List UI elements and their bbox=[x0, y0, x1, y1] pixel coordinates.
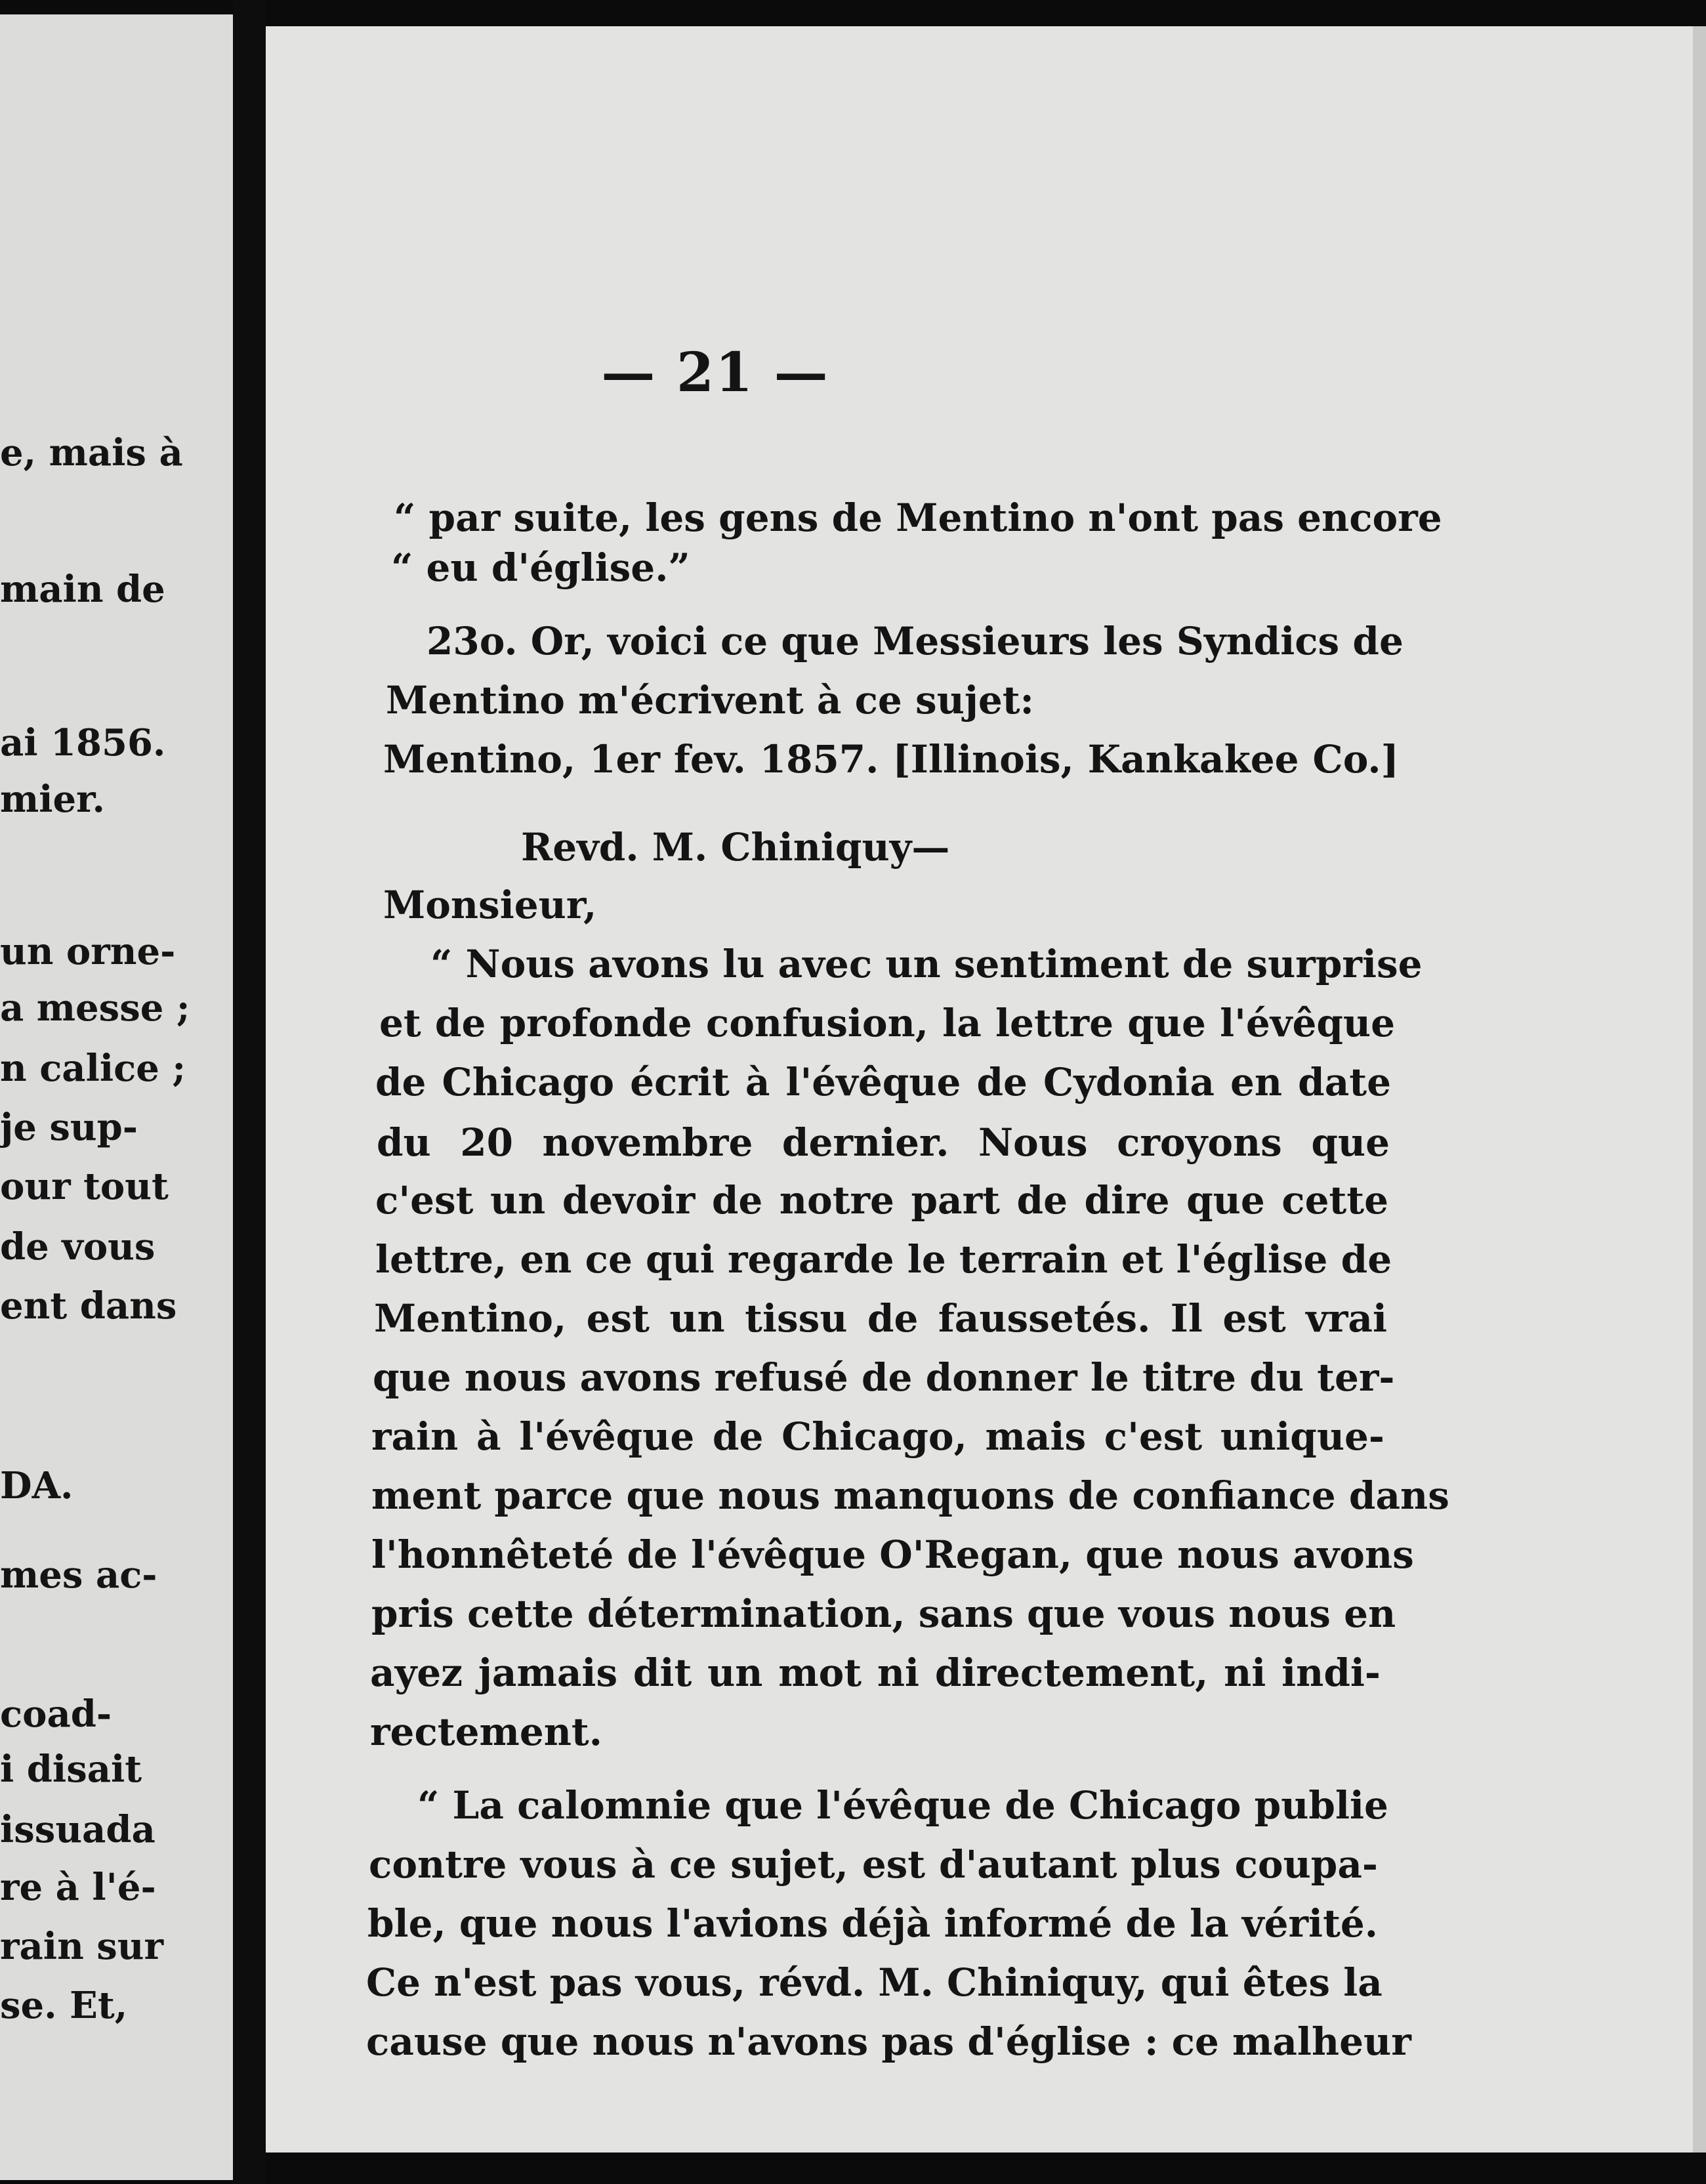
letter-greeting: Monsieur, bbox=[383, 883, 597, 927]
left-page-line: re à l'é- bbox=[0, 1866, 156, 1909]
left-page-line: rain sur bbox=[0, 1925, 164, 1968]
left-page-line: i disait bbox=[0, 1748, 142, 1791]
body-line: “ Nous avons lu avec un sentiment de surprise bbox=[430, 942, 1423, 986]
left-page-line: main de bbox=[0, 568, 165, 611]
body-line: et de profonde confusion, la lettre que l'évêque bbox=[379, 1001, 1395, 1045]
left-page-line: un orne- bbox=[0, 930, 176, 973]
left-page-line: ent dans bbox=[0, 1284, 177, 1328]
body-line: Ce n'est pas vous, révd. M. Chiniquy, qui êtes la bbox=[366, 1960, 1383, 2005]
body-line: de Chicago écrit à l'évêque de Cydonia en date bbox=[375, 1060, 1391, 1104]
page-number: — 21 — bbox=[601, 341, 829, 404]
left-page bbox=[0, 14, 233, 2180]
body-line: ayez jamais dit un mot ni directement, ni indi- bbox=[370, 1650, 1381, 1695]
left-page-line: our tout bbox=[0, 1165, 169, 1208]
body-line: rain à l'évêque de Chicago, mais c'est unique- bbox=[371, 1414, 1384, 1459]
left-page-line: DA. bbox=[0, 1464, 73, 1507]
left-page-line: coad- bbox=[0, 1692, 112, 1736]
body-line: ment parce que nous manquons de confiance dans bbox=[371, 1473, 1449, 1518]
letter-salutation: Revd. M. Chiniquy— bbox=[521, 825, 950, 870]
left-page-line: e, mais à bbox=[0, 431, 183, 474]
left-page-line: n calice ; bbox=[0, 1047, 186, 1090]
body-line: c'est un devoir de notre part de dire que cette bbox=[375, 1178, 1388, 1223]
left-page-line: a messe ; bbox=[0, 986, 190, 1030]
body-line: l'honnêteté de l'évêque O'Regan, que nous avons bbox=[371, 1532, 1414, 1577]
body-line: rectement. bbox=[370, 1710, 602, 1754]
body-line: pris cette détermination, sans que vous nous en bbox=[371, 1591, 1396, 1636]
body-line: 23o. Or, voici ce que Messieurs les Syndics de bbox=[427, 619, 1404, 663]
book-spine bbox=[233, 0, 266, 2184]
body-line: contre vous à ce sujet, est d'autant plus coupa- bbox=[369, 1842, 1378, 1887]
body-line: Mentino, est un tissu de faussetés. Il est vrai bbox=[374, 1296, 1387, 1341]
body-line: cause que nous n'avons pas d'église : ce malheur bbox=[366, 2019, 1411, 2064]
body-line: “ La calomnie que l'évêque de Chicago publie bbox=[417, 1783, 1388, 1828]
body-line: du 20 novembre dernier. Nous croyons que bbox=[377, 1120, 1390, 1165]
left-page-line: mes ac- bbox=[0, 1553, 157, 1597]
left-page-line: de vous bbox=[0, 1225, 156, 1269]
body-line: Mentino m'écrivent à ce sujet: bbox=[386, 678, 1034, 723]
body-line: ble, que nous l'avions déjà informé de la vérité. bbox=[367, 1901, 1378, 1946]
left-page-line: se. Et, bbox=[0, 1984, 128, 2027]
body-line: Mentino, 1er fev. 1857. [Illinois, Kankakee Co.] bbox=[383, 737, 1399, 782]
body-line: “ par suite, les gens de Mentino n'ont pas encore bbox=[394, 495, 1442, 540]
page-edge bbox=[1693, 26, 1706, 2152]
body-line: que nous avons refusé de donner le titre du ter- bbox=[373, 1355, 1395, 1400]
left-page-line: ai 1856. bbox=[0, 721, 166, 765]
left-page-line: je sup- bbox=[0, 1106, 138, 1149]
left-page-line: mier. bbox=[0, 778, 106, 821]
body-line: lettre, en ce qui regarde le terrain et l'église de bbox=[375, 1237, 1392, 1282]
body-line: “ eu d'église.” bbox=[391, 545, 690, 590]
left-page-line: issuada bbox=[0, 1808, 156, 1851]
